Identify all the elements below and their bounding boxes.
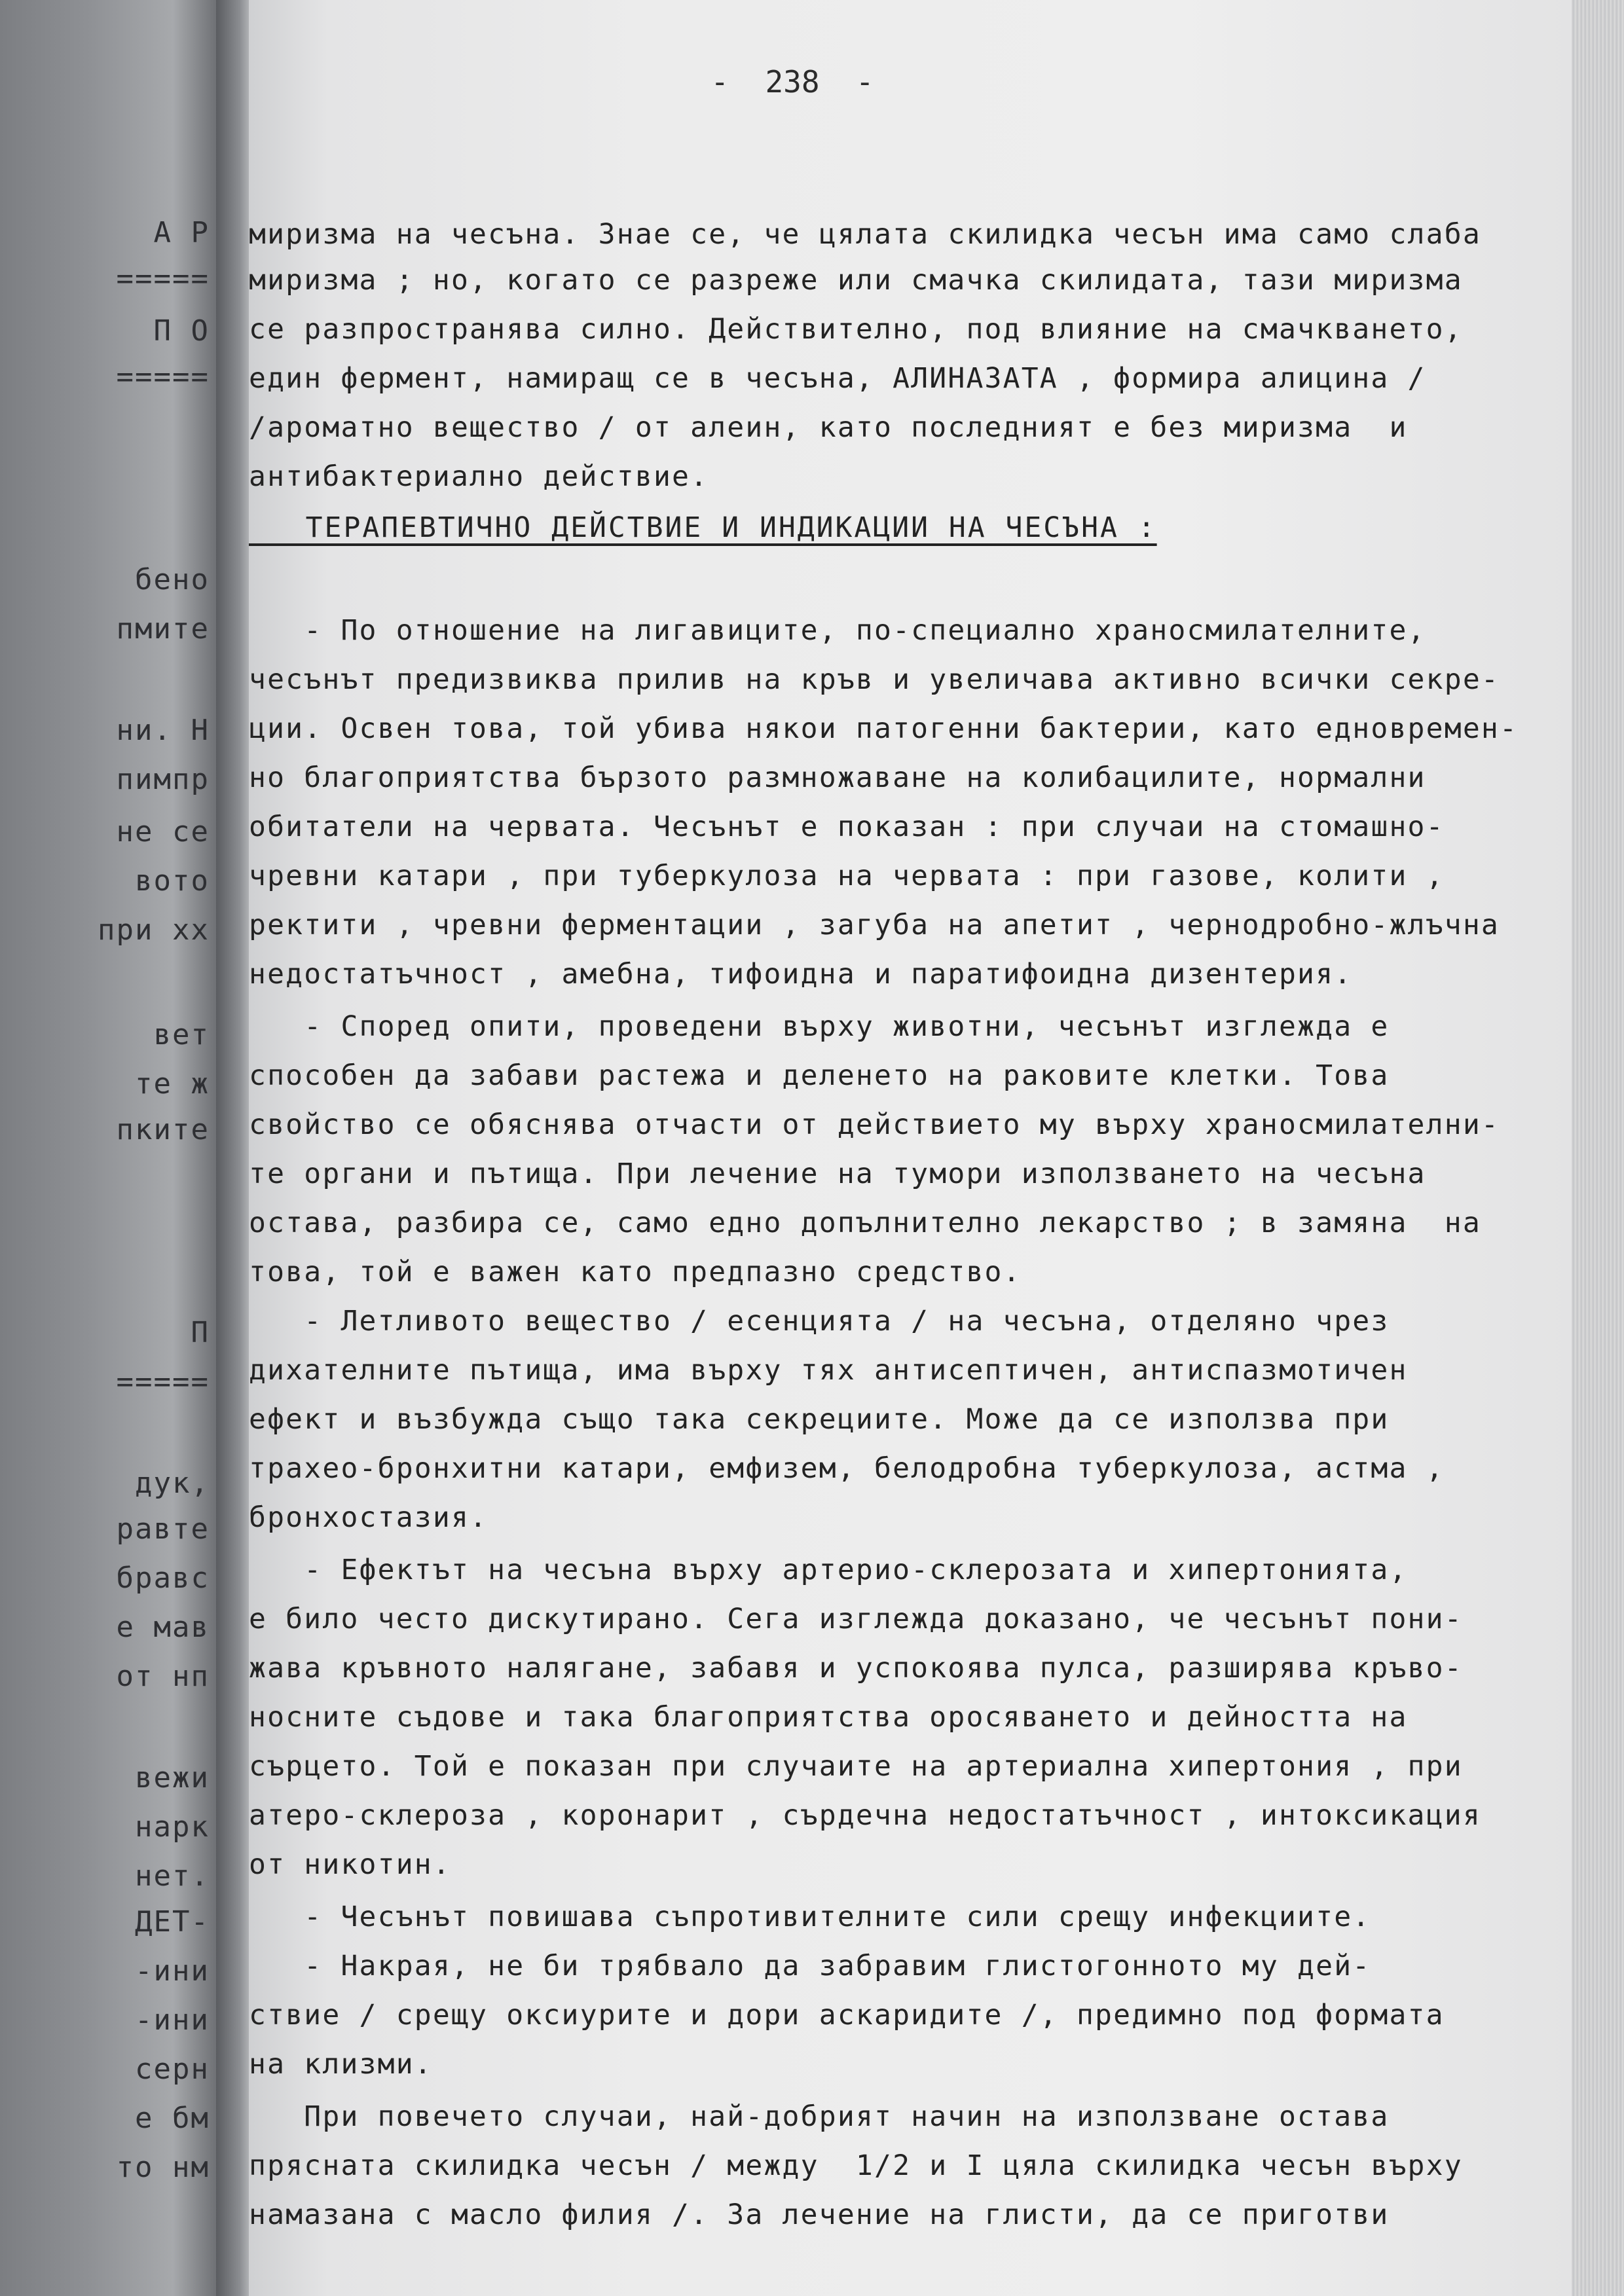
- previous-page-fragment: А Р: [153, 216, 210, 249]
- text-line: /ароматно вещество / от алеин, като последният е без миризма и: [249, 411, 1408, 444]
- text-line: атеро-склероза , коронарит , сърдечна недостатъчност , интоксикация: [249, 1799, 1481, 1832]
- text-line: При повечето случаи, най-добрият начин на използване остава: [249, 2100, 1390, 2133]
- text-line: - Чесънът повишава съпротивителните сили срещу инфекциите.: [249, 1901, 1371, 1933]
- text-line: - Според опити, проведени върху животни, чесънът изглежда е: [249, 1010, 1390, 1043]
- text-line: остава, разбира се, само едно допълнително лекарство ; в замяна на: [249, 1207, 1481, 1239]
- previous-page-fragment: =====: [116, 1365, 210, 1398]
- text-line: - Летливото вещество / есенцията / на чесъна, отделяно чрез: [249, 1305, 1390, 1338]
- section-heading: ТЕРАПЕВТИЧНО ДЕЙСТВИЕ И ИНДИКАЦИИ НА ЧЕСЪНА :: [249, 511, 1157, 544]
- text-line: това, той е важен като предпазно средство.: [249, 1256, 1022, 1288]
- text-line: миризма на чесъна. Знае се, че цялата скилидка чесън има само слаба: [249, 218, 1481, 251]
- previous-page-fragment: серн: [135, 2052, 210, 2086]
- text-line: ректити , чревни ферментации , загуба на апетит , чернодробно-жлъчна: [249, 909, 1500, 941]
- previous-page-fragment: бравс: [116, 1561, 210, 1595]
- previous-page-fragment: пимпр: [116, 763, 210, 796]
- text-line: способен да забави растежа и деленето на раковите клетки. Това: [249, 1059, 1390, 1092]
- text-line: - По отношение на лигавиците, по-специално храносмилателните,: [249, 614, 1426, 647]
- text-line: чревни катари , при туберкулоза на червата : при газове, колити ,: [249, 860, 1445, 892]
- text-line: от никотин.: [249, 1848, 451, 1881]
- previous-page-fragment: -ини: [135, 2003, 210, 2037]
- text-line: на клизми.: [249, 2048, 433, 2081]
- text-line: но благоприятства бързото размножаване на колибацилите, нормални: [249, 761, 1426, 794]
- text-line: жава кръвното налягане, забавя и успокоява пулса, разширява кръво-: [249, 1652, 1463, 1685]
- previous-page-fragment: пмите: [116, 612, 210, 646]
- text-line: свойство се обяснява отчасти от действието му върху храносмилателни-: [249, 1108, 1500, 1141]
- previous-page-fragment: П О: [153, 314, 210, 348]
- text-line: миризма ; но, когато се разреже или смачка скилидата, тази миризма: [249, 264, 1463, 297]
- previous-page-fragment: -ини: [135, 1954, 210, 1988]
- text-line: - Ефектът на чесъна върху артерио-склерозата и хипертонията,: [249, 1554, 1408, 1586]
- previous-page-fragment: П: [191, 1316, 210, 1349]
- text-line: ствие / срещу оксиурите и дори аскаридите /, предимно под формата: [249, 1999, 1445, 2032]
- previous-page-fragment: вото: [135, 864, 210, 898]
- text-line: дихателните пътища, има върху тях антисептичен, антиспазмотичен: [249, 1354, 1408, 1387]
- text-line: - Накрая, не би трябвало да забравим глистогонното му дей-: [249, 1950, 1371, 1982]
- text-line: един фермент, намиращ се в чесъна, АЛИНАЗАТА , формира алицина /: [249, 362, 1426, 395]
- previous-page-fragment: е мав: [116, 1611, 210, 1644]
- text-line: е било често дискутирано. Сега изглежда доказано, че чесънът пони-: [249, 1603, 1463, 1635]
- text-line: обитатели на червата. Чесънът е показан : при случаи на стомашно-: [249, 811, 1445, 843]
- previous-page-fragment: бено: [135, 563, 210, 596]
- previous-page-fragment: равте: [116, 1512, 210, 1546]
- text-line: носните съдове и така благоприятства оросяването и дейността на: [249, 1701, 1408, 1734]
- previous-page-fragment: при хх: [98, 913, 210, 947]
- text-line: чесънът предизвиква прилив на кръв и увеличава активно всички секре-: [249, 663, 1500, 696]
- text-line: бронхостазия.: [249, 1501, 489, 1534]
- previous-page-fragment: е бм: [135, 2102, 210, 2135]
- text-line: се разпространява силно. Действително, под влияние на смачкването,: [249, 313, 1463, 346]
- text-line: антибактериално действие.: [249, 460, 709, 493]
- text-line: трахео-бронхитни катари, емфизем, белодробна туберкулоза, астма ,: [249, 1452, 1445, 1485]
- previous-page-fragment: те ж: [135, 1067, 210, 1101]
- previous-page-fragment: пките: [116, 1113, 210, 1146]
- text-line: сърцето. Той е показан при случаите на артериална хипертония , при: [249, 1750, 1463, 1783]
- previous-page-fragment: нарк: [135, 1810, 210, 1844]
- previous-page-fragment: дук,: [135, 1467, 210, 1500]
- previous-page-fragment: =====: [116, 360, 210, 393]
- page-number: - 238 -: [710, 64, 874, 100]
- previous-page-fragment: вет: [153, 1018, 210, 1051]
- previous-page-fragment: нет.: [135, 1859, 210, 1893]
- previous-page-fragment: вежи: [135, 1761, 210, 1795]
- previous-page-fragment: от нп: [116, 1660, 210, 1693]
- previous-page-fragment: то нм: [116, 2151, 210, 2184]
- previous-page-fragment: =====: [116, 262, 210, 295]
- text-line: намазана с масло филия /. За лечение на глисти, да се приготви: [249, 2198, 1390, 2231]
- previous-page-fragment: не се: [116, 815, 210, 848]
- text-line: ции. Освен това, той убива някои патогенни бактерии, като едновремен-: [249, 712, 1519, 745]
- previous-page-fragment: ДЕТ-: [135, 1905, 210, 1939]
- text-line: прясната скилидка чесън / между 1/2 и I цяла скилидка чесън върху: [249, 2149, 1463, 2182]
- text-line: те органи и пътища. При лечение на тумори използването на чесъна: [249, 1157, 1426, 1190]
- text-line: ефект и възбужда също така секрециите. Може да се използва при: [249, 1403, 1390, 1436]
- text-line: недостатъчност , амебна, тифоидна и паратифоидна дизентерия.: [249, 958, 1353, 991]
- previous-page-fragment: ни. Н: [116, 714, 210, 747]
